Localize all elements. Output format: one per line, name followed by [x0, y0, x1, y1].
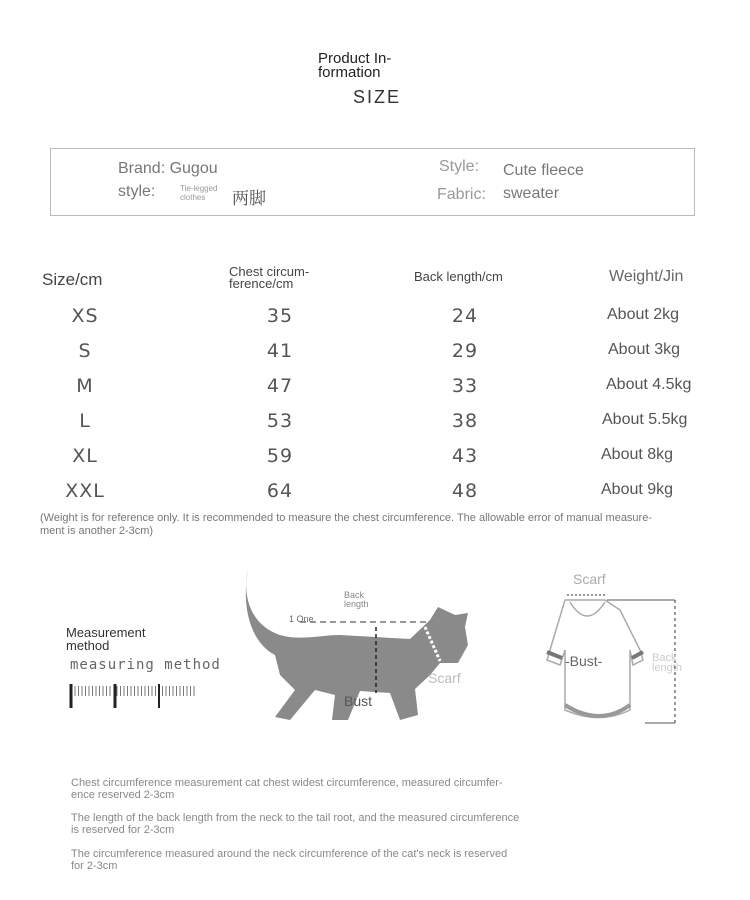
style-value: Tie-legged clothes [180, 184, 218, 202]
table-note: (Weight is for reference only. It is recommended to measure the chest circumference. The allowable error of manual measure- ment is another 2-3cm) [40, 512, 652, 537]
back-cell: 29 [451, 340, 479, 362]
back-cell: 48 [451, 480, 479, 502]
description-neck: The circumference measured around the neck circumference of the cat's neck is reserved for 2-3cm [71, 848, 508, 872]
weight-cell: About 8kg [601, 446, 674, 463]
back-cell: 38 [451, 410, 479, 432]
page-subtitle: SIZE [353, 87, 402, 107]
col-header-weight: Weight/Jin [609, 268, 684, 285]
shirt-back-length-label: Back length [652, 652, 682, 674]
product-info-box [50, 148, 695, 216]
chest-cell: 41 [266, 340, 294, 362]
method-title: Measurement method [66, 625, 146, 653]
cat-one-label: 1 One [289, 614, 314, 624]
shirt-scarf-label: Scarf [573, 571, 606, 587]
chest-cell: 35 [266, 305, 294, 327]
fabric-value: sweater [503, 185, 560, 202]
size-cell: S [78, 340, 92, 362]
col-header-back: Back length/cm [414, 269, 503, 284]
fabric-label: Fabric: [437, 186, 486, 203]
size-cell: M [76, 375, 94, 397]
style-value-cjk: 两脚 [232, 189, 266, 208]
brand: Brand: Gugou [118, 160, 218, 177]
chest-cell: 53 [266, 410, 294, 432]
weight-cell: About 2kg [607, 306, 680, 323]
shirt-bust-label: -Bust- [565, 653, 603, 669]
style2-label: Style: [439, 158, 480, 175]
chest-cell: 47 [266, 375, 294, 397]
col-header-size: Size/cm [42, 270, 103, 289]
cat-bust-label: Bust [344, 693, 373, 709]
col-header-chest: Chest circum- ference/cm [229, 264, 310, 291]
back-cell: 43 [451, 445, 479, 467]
chest-cell: 59 [266, 445, 294, 467]
back-cell: 24 [451, 305, 479, 327]
cat-back-length-label: Back length [344, 590, 369, 609]
weight-cell: About 3kg [608, 341, 681, 358]
weight-cell: About 4.5kg [606, 376, 692, 393]
size-cell: XL [72, 445, 98, 467]
page-title: Product In- formation [318, 50, 392, 81]
back-cell: 33 [451, 375, 479, 397]
size-cell: XXL [65, 480, 105, 502]
cat-scarf-label: Scarf [428, 670, 461, 686]
ruler-icon [68, 682, 198, 710]
style2-value: Cute fleece [503, 162, 584, 179]
description-back: The length of the back length from the neck to the tail root, and the measured circumference is reserved for 2-3cm [71, 812, 520, 836]
description-chest: Chest circumference measurement cat chest widest circumference, measured circumfer- ence reserved 2-3cm [71, 777, 503, 801]
chest-cell: 64 [266, 480, 294, 502]
weight-cell: About 9kg [601, 481, 674, 498]
size-cell: XS [71, 305, 99, 327]
style-label: style: [118, 183, 156, 200]
method-subtitle: measuring method [70, 657, 221, 673]
size-cell: L [79, 410, 91, 432]
weight-cell: About 5.5kg [602, 411, 688, 428]
